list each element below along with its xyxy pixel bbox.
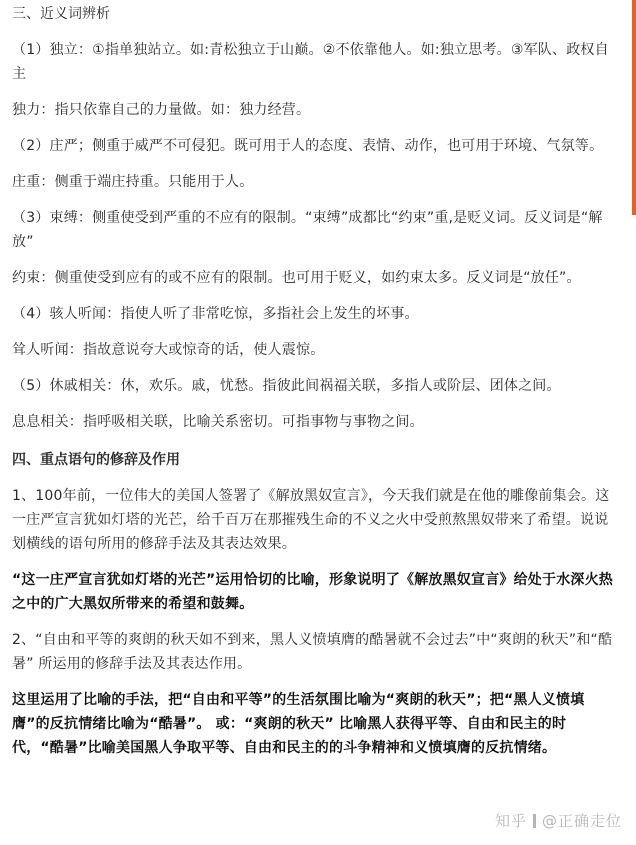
- scroll-accent-bar: [632, 0, 636, 215]
- section-4-title: 四、重点语句的修辞及作用: [12, 452, 180, 468]
- item-shufu: （3）束缚：侧重使受到严重的不应有的限制。“束缚”成都比“约束”重,是贬义词。反义词是“解放”: [12, 210, 603, 250]
- watermark: [495, 810, 622, 831]
- item-duli-force: 独力：指只依靠自己的力量做。如：独力经营。: [12, 102, 311, 118]
- item-xiuqi: （5）休戚相关：休，欢乐。戚，忧愁。指彼此间祸福关联，多指人或阶层、团体之间。: [12, 378, 561, 394]
- answer-2: 这里运用了比喻的手法，把“自由和平等”的生活氛围比喻为“爽朗的秋天”；把“黑人义愤填膺”的反抗情绪比喻为“酷暑”。 或：“爽朗的秋天” 比喻黑人获得平等、自由和民主的时代，“酷暑”比喻美国黑人争取平等、自由和民主的的斗争精神和义愤填膺的反抗情绪。: [12, 692, 585, 756]
- item-zhuangzhong: 庄重：侧重于端庄持重。只能用于人。: [12, 174, 254, 190]
- item-xixi: 息息相关：指呼吸相关联，比喻关系密切。可指事物与事物之间。: [12, 414, 424, 430]
- item-zhuangyan: （2）庄严；侧重于威严不可侵犯。既可用于人的态度、表情、动作，也可用于环境、气氛等。: [12, 138, 604, 154]
- item-songren: 耸人听闻：指故意说夸大或惊奇的话，使人震惊。: [12, 342, 325, 358]
- item-duli: （1）独立：①指单独站立。如:青松独立于山巅。②不依靠他人。如:独立思考。③军队、政权自主: [12, 42, 609, 82]
- answer-1: “这一庄严宣言犹如灯塔的光芒”运用恰切的比喻，形象说明了《解放黑奴宣言》给处于水深火热之中的广大黑奴所带来的希望和鼓舞。: [12, 572, 613, 612]
- section-3-title: 三、近义词辨析: [12, 6, 110, 22]
- item-yueshu: 约束：侧重使受到应有的或不应有的限制。也可用于贬义，如约束太多。反义词是“放任”。: [12, 270, 581, 286]
- question-1: 1、100年前，一位伟大的美国人签署了《解放黑奴宣言》，今天我们就是在他的雕像前集会。这一庄严宣言犹如灯塔的光芒，给千百万在那摧残生命的不义之火中受煎熬黑奴带来了希望。说说划横线的语句所用的修辞手法及其表达效果。: [12, 488, 610, 552]
- document-body: [12, 0, 616, 760]
- item-hairen: （4）骇人听闻：指使人听了非常吃惊，多指社会上发生的坏事。: [12, 306, 419, 322]
- watermark-separator: [533, 814, 536, 828]
- watermark-author: @正确走位: [541, 812, 622, 830]
- question-2: 2、“自由和平等的爽朗的秋天如不到来，黑人义愤填膺的酷暑就不会过去”中“爽朗的秋天”和“酷暑” 所运用的修辞手法及其表达作用。: [12, 632, 613, 672]
- watermark-site: 知乎: [494, 812, 527, 830]
